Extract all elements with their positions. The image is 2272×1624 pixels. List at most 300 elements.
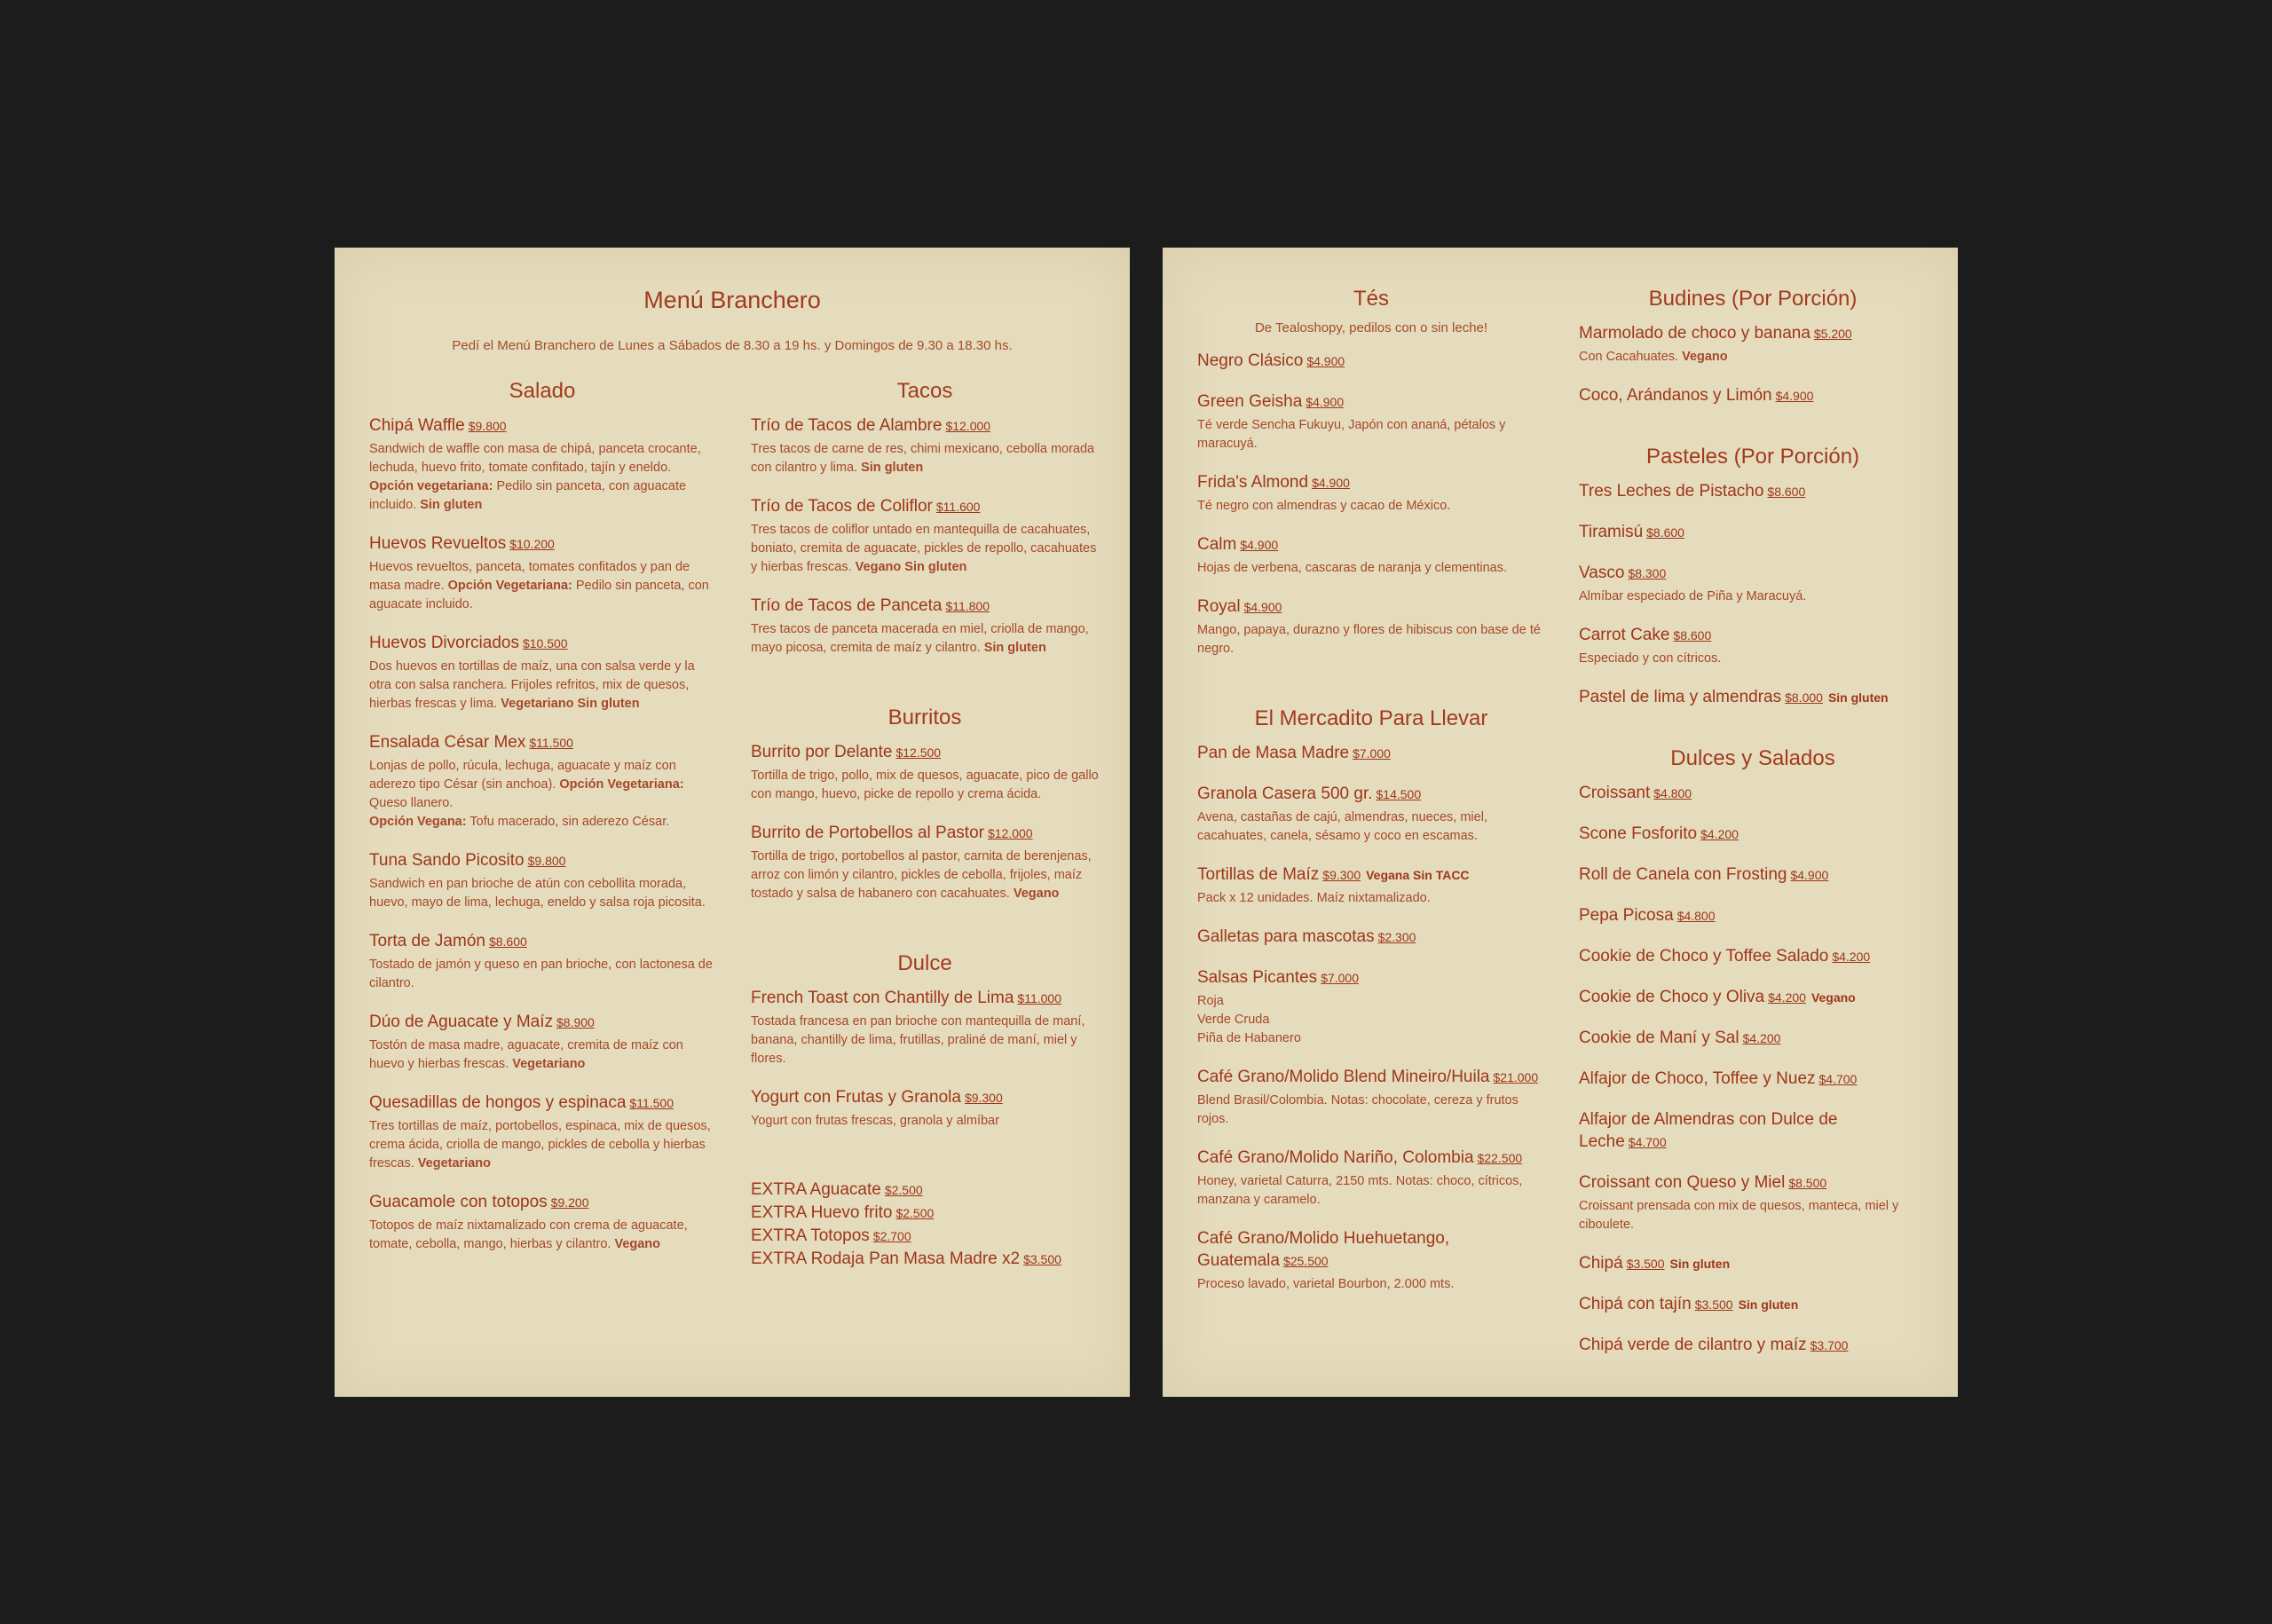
item-description: [1197, 559, 1545, 578]
item-title: Tuna Sando Picosito: [369, 851, 525, 870]
item-price: $4.900: [1243, 600, 1282, 614]
item-description: [1579, 650, 1927, 668]
item-price: $3.500: [1694, 1297, 1733, 1312]
menu-item: [751, 595, 1099, 658]
item-title: Green Geisha: [1197, 392, 1303, 411]
description-text: Con Cacahuates.: [1579, 350, 1679, 364]
item-name: [1579, 1027, 1927, 1050]
item-name: [1579, 624, 1927, 647]
item-lines: [1197, 992, 1545, 1048]
item-title: Alfajor de Choco, Toffee y Nuez: [1579, 1069, 1816, 1088]
item-name: [369, 930, 715, 953]
item-name: [1197, 533, 1545, 556]
item-name: [751, 1225, 1099, 1248]
diet-tag: Vegano: [1682, 350, 1728, 364]
item-price: $9.200: [550, 1195, 589, 1210]
item-title: Negro Clásico: [1197, 351, 1304, 370]
item-name: [1197, 1147, 1545, 1170]
item-title: Pepa Picosa: [1579, 906, 1674, 925]
item-price: $4.900: [1312, 476, 1350, 490]
menu-intro: Pedí el Menú Branchero de Lunes a Sábados de 8.30 a 19 hs. y Domingos de 9.30 a 18.30 hs.: [452, 338, 1013, 353]
diet-tag: Sin gluten: [983, 641, 1046, 655]
item-title: Café Grano/Molido Huehuetango, Guatemala: [1197, 1229, 1450, 1270]
item-name: [1579, 1252, 1927, 1275]
item-name: [1197, 471, 1545, 494]
menu-item: [1579, 1068, 1927, 1091]
item-price: $12.000: [945, 419, 991, 433]
item-description: [751, 847, 1099, 903]
item-title: Scone Fosforito: [1579, 824, 1698, 843]
item-title: EXTRA Aguacate: [751, 1180, 881, 1199]
item-name: [751, 414, 1099, 438]
menu-item: [1197, 966, 1545, 1048]
menu-item: [1579, 1252, 1927, 1275]
menu-item: [1579, 1108, 1927, 1154]
description-text: Dos huevos en tortillas de maíz, una con salsa verde y la otra con salsa ranchera. Frijoles refritos, mix de quesos, hierbas frescas y lima.: [369, 659, 695, 711]
item-price: $4.200: [1832, 950, 1871, 964]
item-name: [1579, 1068, 1927, 1091]
item-title: EXTRA Totopos: [751, 1226, 870, 1245]
section-pasteles: [1579, 445, 1927, 709]
item-name: [751, 1202, 1099, 1225]
item-name: [1579, 823, 1927, 846]
description-text: Tostado de jamón y queso en pan brioche, con lactonesa de cilantro.: [369, 958, 713, 990]
item-description: [1197, 621, 1545, 658]
item-title: Vasco: [1579, 564, 1625, 582]
option-label: Opción Vegana:: [369, 815, 467, 829]
tes-intro: De Tealoshopy, pedilos con o sin leche!: [1254, 320, 1488, 335]
item-title: Chipá verde de cilantro y maíz: [1579, 1336, 1807, 1354]
diet-tag: Sin gluten: [1738, 1297, 1799, 1312]
section-burritos: [751, 706, 1099, 903]
diet-tag: Vegetariano: [501, 697, 574, 711]
menu-item: [1579, 1027, 1927, 1050]
item-title: Café Grano/Molido Nariño, Colombia: [1197, 1148, 1474, 1167]
line-item: Verde Cruda: [1197, 1013, 1270, 1027]
description-text: Croissant prensada con mix de quesos, manteca, miel y ciboulete.: [1579, 1199, 1899, 1232]
item-title: Cookie de Choco y Oliva: [1579, 988, 1765, 1006]
line-item: Piña de Habanero: [1197, 1031, 1301, 1045]
item-price: $10.500: [522, 636, 568, 650]
menu-item: [369, 1092, 715, 1173]
item-title: Huevos Divorciados: [369, 634, 519, 652]
item-name: [369, 1191, 715, 1214]
item-description: [1579, 587, 1927, 606]
menu-item: [1579, 480, 1927, 503]
item-price: $22.500: [1477, 1151, 1523, 1165]
item-name: [1197, 1066, 1545, 1089]
diet-tag: Vegano: [855, 560, 902, 574]
item-title: Chipá Waffle: [369, 416, 465, 435]
item-description: [369, 440, 715, 515]
item-description: [1197, 808, 1545, 846]
item-price: $12.000: [987, 826, 1033, 840]
item-title: Burrito de Portobellos al Pastor: [751, 824, 984, 842]
option-text: Pedilo sin panceta, con aguacate incluido.: [369, 479, 687, 512]
item-price: $8.900: [556, 1015, 595, 1029]
item-price: $7.000: [1321, 971, 1360, 985]
column-right: [751, 379, 1099, 1271]
item-list: [1197, 742, 1545, 1294]
menu-item: [1579, 782, 1927, 805]
item-price: $4.800: [1653, 786, 1692, 800]
menu-item: [1579, 945, 1927, 968]
item-name: [1197, 595, 1545, 619]
item-name: [1579, 1171, 1927, 1194]
diet-tag: Vegetariano: [417, 1156, 491, 1171]
item-price: $5.200: [1813, 327, 1852, 341]
diet-tag: Vegano: [1810, 990, 1856, 1005]
description-text: Tres tacos de carne de res, chimi mexicano, cebolla morada con cilantro y lima.: [751, 442, 1095, 475]
menu-item: [1579, 562, 1927, 606]
item-description: [1579, 1197, 1927, 1234]
item-name: [1579, 562, 1927, 585]
menu-item: [369, 532, 715, 614]
section-tacos: [751, 379, 1099, 658]
menu-item: [1197, 595, 1545, 658]
column-left: [1197, 287, 1545, 1312]
item-name: [1579, 782, 1927, 805]
description-text: Yogurt con frutas frescas, granola y almíbar: [751, 1114, 999, 1128]
item-price: $4.700: [1818, 1072, 1858, 1086]
menu-item: [1579, 1293, 1927, 1316]
menu-item: [1197, 1066, 1545, 1129]
item-name: [369, 532, 715, 556]
item-name: [1197, 350, 1545, 373]
item-name: [369, 414, 715, 438]
item-name: [1197, 863, 1545, 887]
item-list: [1197, 350, 1545, 658]
item-price: $8.300: [1628, 566, 1667, 580]
item-list: [369, 414, 715, 1254]
item-name: [751, 495, 1099, 518]
item-title: Pastel de lima y almendras: [1579, 688, 1782, 706]
diet-tag: Sin gluten: [1827, 690, 1889, 705]
description-text: Tres tacos de coliflor untado en mantequilla de cacahuates, boniato, cremita de aguacate, pickles de repollo, cacahuates y hierbas frescas.: [751, 523, 1097, 574]
section-dulce: [751, 951, 1099, 1131]
item-title: Trío de Tacos de Panceta: [751, 596, 943, 615]
item-title: EXTRA Huevo frito: [751, 1203, 893, 1222]
item-name: [1579, 1334, 1927, 1357]
diet-tag: Sin gluten: [861, 461, 924, 475]
item-list: [1579, 322, 1927, 407]
item-list: [1579, 480, 1927, 709]
menu-item: [1579, 686, 1927, 709]
item-name: [751, 1086, 1099, 1109]
item-price: $11.500: [529, 736, 573, 750]
item-title: Croissant con Queso y Miel: [1579, 1173, 1786, 1192]
item-price: $8.600: [1767, 485, 1806, 499]
item-title: Galletas para mascotas: [1197, 927, 1375, 946]
description-text: Mango, papaya, durazno y flores de hibiscus con base de té negro.: [1197, 623, 1541, 656]
item-price: $8.500: [1788, 1176, 1827, 1190]
diet-tag: Sin gluten: [1669, 1257, 1731, 1271]
menu-page-left: [335, 248, 1130, 1397]
item-description: [751, 620, 1099, 658]
item-price: $7.000: [1353, 746, 1391, 761]
menu-item: [1579, 823, 1927, 846]
item-name: [1197, 390, 1545, 414]
item-price: $21.000: [1493, 1070, 1539, 1084]
item-price: $8.600: [488, 934, 527, 949]
menu-item: [751, 414, 1099, 477]
section-heading: Tés: [1353, 287, 1389, 311]
description-text: Sandwich de waffle con masa de chipá, panceta crocante, lechuda, huevo frito, tomate confitado, tajín y eneldo.: [369, 442, 701, 475]
item-price: $4.200: [1742, 1031, 1781, 1045]
item-title: Burrito por Delante: [751, 743, 893, 761]
menu-page-right: [1163, 248, 1958, 1397]
option-label: Opción Vegetariana:: [559, 777, 684, 792]
menu-item: [1579, 624, 1927, 668]
item-title: Café Grano/Molido Blend Mineiro/Huila: [1197, 1068, 1490, 1086]
item-name: [369, 632, 715, 655]
menu-item: [751, 1202, 1099, 1225]
item-price: $4.700: [1628, 1135, 1667, 1149]
item-name: [1197, 742, 1545, 765]
description-text: Tres tortillas de maíz, portobellos, espinaca, mix de quesos, crema ácida, criolla de mango, pickles de cebolla y hierbas frescas.: [369, 1119, 711, 1171]
item-name: [1197, 1227, 1545, 1273]
item-title: Cookie de Maní y Sal: [1579, 1029, 1740, 1047]
menu-item: [1579, 1171, 1927, 1234]
item-name: [1579, 521, 1927, 544]
diet-tag: Vegano: [614, 1237, 661, 1251]
item-name: [751, 1179, 1099, 1202]
diet-tag: Vegano: [1013, 887, 1060, 901]
item-price: $4.200: [1700, 827, 1739, 841]
section-heading: Dulces y Salados: [1670, 746, 1835, 770]
menu-item: [1579, 384, 1927, 407]
item-name: [1579, 863, 1927, 887]
item-title: Salsas Picantes: [1197, 968, 1318, 987]
item-description: [751, 1112, 1099, 1131]
item-price: $9.800: [527, 854, 566, 868]
diet-tag: Sin gluten: [577, 697, 640, 711]
menu-item: [1579, 1334, 1927, 1357]
item-description: [369, 757, 715, 832]
description-text: Especiado y con cítricos.: [1579, 651, 1722, 666]
item-price: $4.900: [1790, 868, 1829, 882]
menu-item: [369, 731, 715, 832]
item-price: $8.000: [1785, 690, 1823, 705]
item-price: $2.500: [884, 1183, 923, 1197]
item-title: Torta de Jamón: [369, 932, 485, 950]
item-name: [1579, 322, 1927, 345]
menu-item: [1197, 783, 1545, 846]
item-name: [1579, 686, 1927, 709]
menu-item: [369, 632, 715, 713]
item-title: Trío de Tacos de Coliflor: [751, 497, 933, 516]
item-title: Marmolado de choco y banana: [1579, 324, 1810, 343]
item-price: $11.600: [935, 500, 981, 514]
item-description: [1197, 1092, 1545, 1129]
item-name: [1579, 986, 1927, 1009]
section-heading: Budines (Por Porción): [1648, 287, 1858, 311]
item-price: $4.200: [1768, 990, 1806, 1005]
description-text: Té verde Sencha Fukuyu, Japón con ananá, pétalos y maracuyá.: [1197, 418, 1506, 451]
description-text: Tres tacos de panceta macerada en miel, criolla de mango, mayo picosa, cremita de maíz y cilantro.: [751, 622, 1089, 655]
item-description: [1197, 889, 1545, 908]
item-description: [369, 1117, 715, 1173]
item-price: $2.700: [872, 1229, 911, 1243]
description-text: Tortilla de trigo, portobellos al pastor, carnita de berenjenas, arroz con limón y cilantro, pickles de cebolla, frijoles, maíz tostado y salsa de habanero con cacahuates.: [751, 849, 1092, 901]
description-text: Totopos de maíz nixtamalizado con crema de aguacate, tomate, cebolla, mango, hierbas y cilantro.: [369, 1218, 688, 1251]
item-price: $2.500: [895, 1206, 935, 1220]
section-heading: Dulce: [897, 951, 952, 975]
item-price: $3.700: [1810, 1338, 1849, 1352]
item-price: $11.000: [1017, 991, 1061, 1005]
item-title: Alfajor de Almendras con Dulce de Leche: [1579, 1110, 1838, 1151]
item-description: [751, 767, 1099, 804]
item-name: [1197, 783, 1545, 806]
item-price: $4.900: [1306, 354, 1345, 368]
diet-tag: Sin gluten: [420, 498, 483, 512]
item-title: Royal: [1197, 597, 1241, 616]
extras-list: [751, 1179, 1099, 1271]
description-text: Huevos revueltos, panceta, tomates confitados y pan de masa madre.: [369, 560, 690, 593]
item-description: [369, 558, 715, 614]
menu-item: [1197, 471, 1545, 516]
item-title: Tortillas de Maíz: [1197, 865, 1320, 884]
item-name: [1197, 966, 1545, 989]
item-name: [1579, 1293, 1927, 1316]
description-text: Hojas de verbena, cascaras de naranja y clementinas.: [1197, 561, 1507, 575]
item-description: [1197, 1172, 1545, 1210]
item-title: Cookie de Choco y Toffee Salado: [1579, 947, 1829, 966]
description-text: Avena, castañas de cajú, almendras, nueces, miel, cacahuates, canela, sésamo y coco en escamas.: [1197, 810, 1487, 843]
item-description: [1197, 497, 1545, 516]
item-title: Huevos Revueltos: [369, 534, 507, 553]
description-text: Sandwich en pan brioche de atún con cebollita morada, huevo, mayo de lima, lechuga, eneldo y salsa roja picosita.: [369, 877, 706, 910]
description-text: Té negro con almendras y cacao de México.: [1197, 499, 1451, 513]
item-description: [369, 1217, 715, 1254]
menu-item: [369, 414, 715, 515]
item-price: $8.600: [1646, 525, 1684, 540]
menu-item: [1197, 1227, 1545, 1294]
menu-item: [1579, 521, 1927, 544]
item-list: [751, 741, 1099, 903]
item-title: Tiramisú: [1579, 523, 1644, 541]
item-list: [1579, 782, 1927, 1357]
menu-item: [369, 849, 715, 912]
menu-item: [1197, 1147, 1545, 1210]
item-description: [369, 956, 715, 993]
menu-item: [1579, 863, 1927, 887]
section-heading: Salado: [509, 379, 576, 403]
item-title: EXTRA Rodaja Pan Masa Madre x2: [751, 1250, 1021, 1268]
description-text: Tortilla de trigo, pollo, mix de quesos, aguacate, pico de gallo con mango, huevo, picke de repollo y crema ácida.: [751, 769, 1099, 801]
item-description: [751, 521, 1099, 577]
item-title: Frida's Almond: [1197, 473, 1309, 492]
item-title: Guacamole con totopos: [369, 1193, 548, 1211]
menu-item: [751, 987, 1099, 1068]
item-title: Yogurt con Frutas y Granola: [751, 1088, 961, 1107]
item-price: $4.800: [1676, 909, 1716, 923]
section-mercadito: [1197, 706, 1545, 1294]
option-text: Queso llanero.: [369, 796, 454, 810]
menu-item: [1197, 350, 1545, 373]
diet-tag: Vegetariano: [512, 1057, 586, 1071]
section-salado: [369, 379, 715, 1272]
item-price: $4.900: [1306, 395, 1345, 409]
item-title: Granola Casera 500 gr.: [1197, 784, 1373, 803]
item-name: [369, 731, 715, 754]
item-title: Ensalada César Mex: [369, 733, 526, 752]
section-budines: [1579, 287, 1927, 407]
item-name: [751, 822, 1099, 845]
item-description: [1579, 348, 1927, 367]
item-title: Calm: [1197, 535, 1237, 554]
item-name: [751, 1248, 1099, 1271]
item-price: $9.300: [964, 1091, 1003, 1105]
item-price: $14.500: [1376, 787, 1422, 801]
item-price: $3.500: [1023, 1252, 1061, 1266]
item-name: [1579, 904, 1927, 927]
item-title: Dúo de Aguacate y Maíz: [369, 1013, 554, 1031]
item-list: [751, 987, 1099, 1131]
item-name: [1579, 384, 1927, 407]
item-name: [369, 1011, 715, 1034]
description-text: Blend Brasil/Colombia. Notas: chocolate, cereza y frutos rojos.: [1197, 1093, 1519, 1126]
item-title: Roll de Canela con Frosting: [1579, 865, 1787, 884]
item-title: French Toast con Chantilly de Lima: [751, 989, 1014, 1007]
description-text: Proceso lavado, varietal Bourbon, 2.000 mts.: [1197, 1277, 1455, 1291]
line-item: Roja: [1197, 994, 1224, 1008]
item-name: [1197, 926, 1545, 949]
menu-item: [369, 1011, 715, 1074]
menu-item: [1579, 322, 1927, 367]
item-price: $4.900: [1240, 538, 1279, 552]
option-text: Pedilo sin panceta, con aguacate incluido.: [369, 579, 709, 611]
item-title: Chipá con tajín: [1579, 1295, 1692, 1313]
item-price: $9.300: [1322, 868, 1361, 882]
option-text: Tofu macerado, sin aderezo César.: [469, 815, 670, 829]
section-heading: Burritos: [888, 706, 962, 729]
menu-item: [751, 1248, 1099, 1271]
diet-tag: Sin gluten: [904, 560, 967, 574]
menu-item: [1197, 863, 1545, 908]
description-text: Almíbar especiado de Piña y Maracuyá.: [1579, 589, 1807, 603]
item-description: [369, 875, 715, 912]
item-name: [369, 849, 715, 872]
section-heading: Tacos: [896, 379, 953, 403]
menu-item: [751, 1086, 1099, 1131]
description-text: Tostada francesa en pan brioche con mantequilla de maní, banana, chantilly de lima, frutillas, praliné de maní, miel y flores.: [751, 1014, 1085, 1066]
item-title: Pan de Masa Madre: [1197, 744, 1350, 762]
menu-item: [1197, 742, 1545, 765]
description-text: Honey, varietal Caturra, 2150 mts. Notas: choco, cítricos, manzana y caramelo.: [1197, 1174, 1523, 1207]
item-title: Croissant: [1579, 784, 1651, 802]
description-text: Pack x 12 unidades. Maíz nixtamalizado.: [1197, 891, 1431, 905]
menu-item: [1197, 390, 1545, 453]
section-dulces-salados: [1579, 746, 1927, 1357]
item-description: [369, 658, 715, 713]
section-tes: [1197, 287, 1545, 658]
item-price: $11.500: [629, 1096, 674, 1110]
item-price: $2.300: [1377, 930, 1416, 944]
item-price: $8.600: [1673, 628, 1712, 643]
item-title: Quesadillas de hongos y espinaca: [369, 1093, 627, 1112]
menu-item: [751, 1225, 1099, 1248]
item-title: Chipá: [1579, 1254, 1623, 1273]
item-description: [751, 440, 1099, 477]
menu-item: [751, 741, 1099, 804]
menu-title: Menú Branchero: [643, 287, 821, 313]
item-price: $25.500: [1282, 1254, 1329, 1268]
menu-item: [1197, 926, 1545, 949]
item-title: Coco, Arándanos y Limón: [1579, 386, 1772, 405]
diet-tag: Vegana Sin TACC: [1366, 868, 1470, 882]
item-price: $4.900: [1775, 389, 1814, 403]
